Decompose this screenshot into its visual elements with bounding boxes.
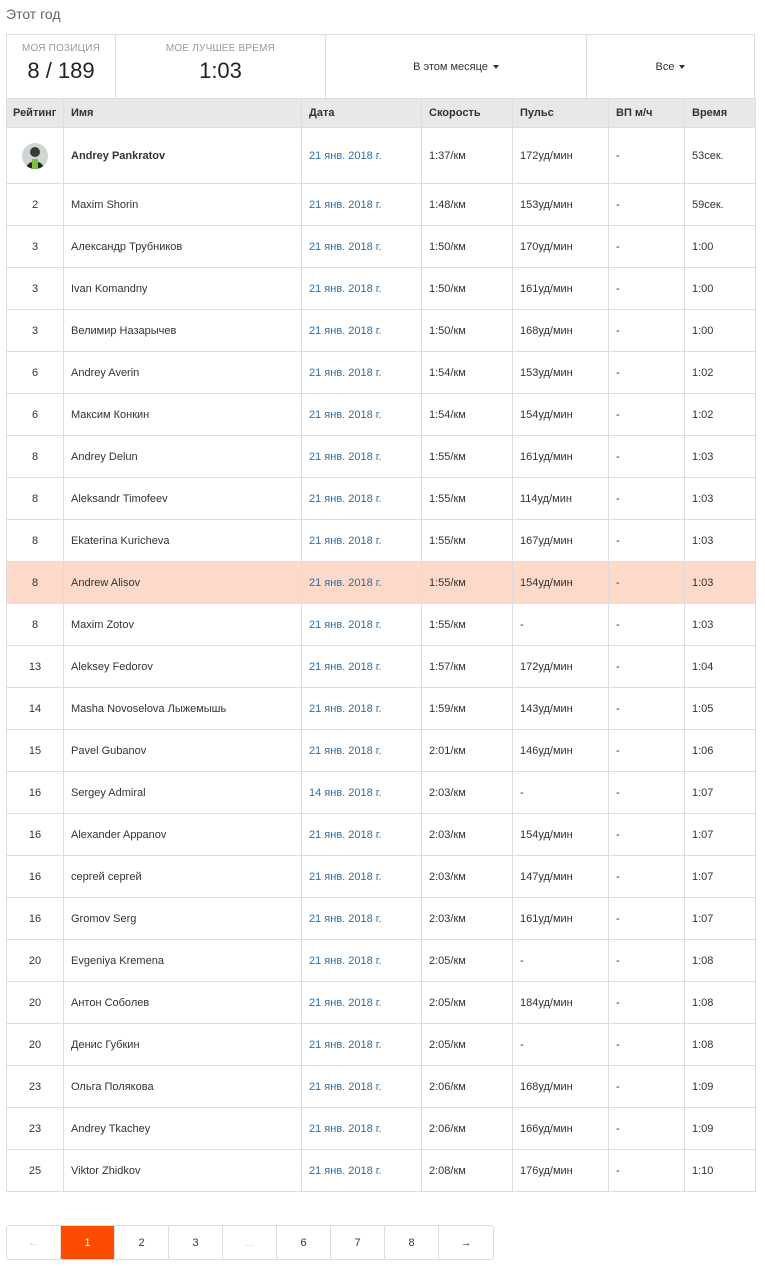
name-cell[interactable]: сергей сергей: [64, 856, 302, 898]
name-cell[interactable]: Максим Конкин: [64, 394, 302, 436]
vam-cell: -: [609, 688, 685, 730]
name-cell[interactable]: Andrey Averin: [64, 352, 302, 394]
name-cell[interactable]: Gromov Serg: [64, 898, 302, 940]
heart-rate-cell: 170уд/мин: [513, 226, 609, 268]
table-row[interactable]: [7, 1150, 756, 1192]
vam-cell: -: [609, 940, 685, 982]
date-link[interactable]: 21 янв. 2018 г.: [302, 478, 422, 520]
date-link[interactable]: 21 янв. 2018 г.: [302, 436, 422, 478]
heart-rate-cell: 153уд/мин: [513, 352, 609, 394]
vam-cell: -: [609, 478, 685, 520]
name-cell[interactable]: Aleksandr Timofeev: [64, 478, 302, 520]
leaderboard-table: [6, 98, 756, 1192]
table-row[interactable]: [7, 646, 756, 688]
my-position-value: 8 / 189: [27, 58, 95, 83]
speed-cell: 2:01/км: [422, 730, 513, 772]
name-cell[interactable]: Денис Губкин: [64, 1024, 302, 1066]
speed-cell: 2:03/км: [422, 898, 513, 940]
heart-rate-cell: 114уд/мин: [513, 478, 609, 520]
name-cell[interactable]: Andrew Alisov: [64, 562, 302, 604]
speed-cell: 2:05/км: [422, 982, 513, 1024]
heart-rate-cell: 154уд/мин: [513, 562, 609, 604]
best-time-label: МОЕ ЛУЧШЕЕ ВРЕМЯ: [165, 43, 276, 54]
time-cell: 1:00: [685, 310, 756, 352]
heart-rate-cell: -: [513, 940, 609, 982]
date-link[interactable]: 21 янв. 2018 г.: [302, 310, 422, 352]
time-cell: 1:07: [685, 856, 756, 898]
vam-cell: -: [609, 520, 685, 562]
group-filter-dropdown[interactable]: [587, 35, 754, 98]
date-link[interactable]: 21 янв. 2018 г.: [302, 1150, 422, 1192]
vam-cell: -: [609, 436, 685, 478]
table-row[interactable]: [7, 814, 756, 856]
name-cell[interactable]: Aleksey Fedorov: [64, 646, 302, 688]
heart-rate-cell: 154уд/мин: [513, 394, 609, 436]
speed-cell: 2:05/км: [422, 940, 513, 982]
name-cell[interactable]: Ольга Полякова: [64, 1066, 302, 1108]
vam-cell: -: [609, 1066, 685, 1108]
date-link[interactable]: 21 янв. 2018 г.: [302, 128, 422, 184]
name-cell[interactable]: Andrey Delun: [64, 436, 302, 478]
vam-cell: -: [609, 604, 685, 646]
best-time-stat: [116, 35, 326, 98]
date-link[interactable]: 21 янв. 2018 г.: [302, 1024, 422, 1066]
period-filter-dropdown[interactable]: [326, 35, 587, 98]
time-cell: 1:02: [685, 352, 756, 394]
speed-cell: 1:55/км: [422, 562, 513, 604]
chevron-down-icon: [493, 65, 499, 69]
speed-cell: 1:55/км: [422, 520, 513, 562]
time-cell: 59сек.: [685, 184, 756, 226]
name-cell[interactable]: Masha Novoselova Лыжемышь: [64, 688, 302, 730]
table-row[interactable]: [7, 1024, 756, 1066]
time-cell: 1:00: [685, 226, 756, 268]
heart-rate-cell: -: [513, 604, 609, 646]
date-link[interactable]: 21 янв. 2018 г.: [302, 604, 422, 646]
name-cell[interactable]: Велимир Назарычев: [64, 310, 302, 352]
time-cell: 1:04: [685, 646, 756, 688]
page-button-1[interactable]: 1: [61, 1226, 115, 1259]
name-cell[interactable]: Антон Соболев: [64, 982, 302, 1024]
date-link[interactable]: 21 янв. 2018 г.: [302, 982, 422, 1024]
table-row[interactable]: [7, 982, 756, 1024]
time-cell: 1:09: [685, 1108, 756, 1150]
vam-cell: -: [609, 1024, 685, 1066]
table-row[interactable]: [7, 268, 756, 310]
date-link[interactable]: 21 янв. 2018 г.: [302, 688, 422, 730]
date-link[interactable]: 21 янв. 2018 г.: [302, 940, 422, 982]
heart-rate-cell: -: [513, 1024, 609, 1066]
header-speed[interactable]: Скорость: [422, 99, 513, 128]
date-link[interactable]: 21 янв. 2018 г.: [302, 1066, 422, 1108]
page-button-7[interactable]: 7: [331, 1226, 385, 1259]
name-cell[interactable]: Andrey Pankratov: [64, 128, 302, 184]
time-cell: 53сек.: [685, 128, 756, 184]
vam-cell: -: [609, 562, 685, 604]
date-link[interactable]: 21 янв. 2018 г.: [302, 856, 422, 898]
rank-cell: 14: [7, 688, 64, 730]
table-row[interactable]: [7, 520, 756, 562]
vam-cell: -: [609, 128, 685, 184]
time-cell: 1:00: [685, 268, 756, 310]
time-cell: 1:03: [685, 604, 756, 646]
rank-cell: 6: [7, 394, 64, 436]
time-cell: 1:06: [685, 730, 756, 772]
time-cell: 1:03: [685, 436, 756, 478]
heart-rate-cell: 146уд/мин: [513, 730, 609, 772]
pagination: [6, 1225, 494, 1260]
heart-rate-cell: 184уд/мин: [513, 982, 609, 1024]
table-row[interactable]: [7, 772, 756, 814]
rank-cell: 3: [7, 268, 64, 310]
table-row[interactable]: [7, 562, 756, 604]
vam-cell: -: [609, 730, 685, 772]
heart-rate-cell: 153уд/мин: [513, 184, 609, 226]
period-filter-label: В этом месяце: [413, 60, 488, 73]
rank-cell: 23: [7, 1066, 64, 1108]
heart-rate-cell: -: [513, 772, 609, 814]
heart-rate-cell: 147уд/мин: [513, 856, 609, 898]
heart-rate-cell: 176уд/мин: [513, 1150, 609, 1192]
rank-cell: 20: [7, 1024, 64, 1066]
time-cell: 1:03: [685, 562, 756, 604]
rank-cell: 8: [7, 478, 64, 520]
heart-rate-cell: 172уд/мин: [513, 646, 609, 688]
time-cell: 1:10: [685, 1150, 756, 1192]
rank-cell: 3: [7, 226, 64, 268]
speed-cell: 1:50/км: [422, 226, 513, 268]
speed-cell: 1:55/км: [422, 478, 513, 520]
date-link[interactable]: 21 янв. 2018 г.: [302, 352, 422, 394]
speed-cell: 1:50/км: [422, 268, 513, 310]
table-row[interactable]: [7, 604, 756, 646]
date-link[interactable]: 21 янв. 2018 г.: [302, 268, 422, 310]
name-cell[interactable]: Maxim Zotov: [64, 604, 302, 646]
rank-cell: 3: [7, 310, 64, 352]
heart-rate-cell: 161уд/мин: [513, 268, 609, 310]
vam-cell: -: [609, 814, 685, 856]
date-link[interactable]: 21 янв. 2018 г.: [302, 562, 422, 604]
header-name[interactable]: Имя: [64, 99, 302, 128]
speed-cell: 1:37/км: [422, 128, 513, 184]
speed-cell: 1:55/км: [422, 604, 513, 646]
name-cell[interactable]: Ivan Komandny: [64, 268, 302, 310]
time-cell: 1:08: [685, 982, 756, 1024]
time-cell: 1:03: [685, 520, 756, 562]
vam-cell: -: [609, 646, 685, 688]
rank-cell: 15: [7, 730, 64, 772]
rank-cell: 16: [7, 898, 64, 940]
rank-cell: 8: [7, 604, 64, 646]
table-row[interactable]: [7, 898, 756, 940]
header-time[interactable]: Время: [685, 99, 756, 128]
date-link[interactable]: 21 янв. 2018 г.: [302, 226, 422, 268]
date-link[interactable]: 21 янв. 2018 г.: [302, 646, 422, 688]
time-cell: 1:05: [685, 688, 756, 730]
heart-rate-cell: 168уд/мин: [513, 310, 609, 352]
name-cell[interactable]: Alexander Appanov: [64, 814, 302, 856]
speed-cell: 2:06/км: [422, 1108, 513, 1150]
date-link[interactable]: 21 янв. 2018 г.: [302, 898, 422, 940]
name-cell[interactable]: Andrey Tkachey: [64, 1108, 302, 1150]
table-row[interactable]: [7, 688, 756, 730]
heart-rate-cell: 161уд/мин: [513, 898, 609, 940]
name-cell[interactable]: Evgeniya Kremena: [64, 940, 302, 982]
rank-cell: 8: [7, 562, 64, 604]
name-cell[interactable]: Viktor Zhidkov: [64, 1150, 302, 1192]
speed-cell: 1:59/км: [422, 688, 513, 730]
time-cell: 1:07: [685, 772, 756, 814]
name-cell[interactable]: Sergey Admiral: [64, 772, 302, 814]
speed-cell: 2:05/км: [422, 1024, 513, 1066]
stats-bar: [6, 34, 755, 98]
page-button-6[interactable]: 6: [277, 1226, 331, 1259]
table-row[interactable]: [7, 352, 756, 394]
rank-cell: 8: [7, 436, 64, 478]
rank-cell: 16: [7, 814, 64, 856]
heart-rate-cell: 172уд/мин: [513, 128, 609, 184]
table-row[interactable]: [7, 730, 756, 772]
vam-cell: -: [609, 982, 685, 1024]
next-page-button[interactable]: →: [460, 1236, 472, 1249]
rank-cell: 20: [7, 940, 64, 982]
rank-cell: 23: [7, 1108, 64, 1150]
time-cell: 1:08: [685, 940, 756, 982]
speed-cell: 1:57/км: [422, 646, 513, 688]
vam-cell: -: [609, 226, 685, 268]
time-cell: 1:07: [685, 898, 756, 940]
vam-cell: -: [609, 1150, 685, 1192]
vam-cell: -: [609, 898, 685, 940]
table-header-row: [7, 99, 756, 128]
speed-cell: 2:03/км: [422, 856, 513, 898]
rank-cell: 16: [7, 856, 64, 898]
speed-cell: 1:55/км: [422, 436, 513, 478]
vam-cell: -: [609, 268, 685, 310]
time-cell: 1:09: [685, 1066, 756, 1108]
rank-cell: 2: [7, 184, 64, 226]
page-button-8[interactable]: 8: [385, 1226, 439, 1259]
section-title: Этот год: [6, 6, 61, 22]
prev-page-button[interactable]: ←: [7, 1226, 61, 1259]
page-ellipsis: ...: [223, 1226, 277, 1259]
table-row[interactable]: [7, 184, 756, 226]
date-link[interactable]: 21 янв. 2018 г.: [302, 520, 422, 562]
heart-rate-cell: 161уд/мин: [513, 436, 609, 478]
heart-rate-cell: 166уд/мин: [513, 1108, 609, 1150]
header-heart-rate[interactable]: Пульс: [513, 99, 609, 128]
heart-rate-cell: 167уд/мин: [513, 520, 609, 562]
rank-cell: 25: [7, 1150, 64, 1192]
group-filter-label: Все: [655, 60, 675, 73]
vam-cell: -: [609, 856, 685, 898]
speed-cell: 1:54/км: [422, 394, 513, 436]
my-position-stat: [7, 35, 116, 98]
date-link[interactable]: 21 янв. 2018 г.: [302, 1108, 422, 1150]
name-cell[interactable]: Maxim Shorin: [64, 184, 302, 226]
rank-cell: 8: [7, 520, 64, 562]
speed-cell: 1:48/км: [422, 184, 513, 226]
best-time-value: 1:03: [199, 58, 242, 83]
heart-rate-cell: 168уд/мин: [513, 1066, 609, 1108]
rank-cell: 6: [7, 352, 64, 394]
chevron-down-icon: [679, 65, 685, 69]
my-position-label: МОЯ ПОЗИЦИЯ: [21, 43, 101, 54]
table-row[interactable]: [7, 394, 756, 436]
name-cell[interactable]: Ekaterina Kuricheva: [64, 520, 302, 562]
speed-cell: 2:03/км: [422, 814, 513, 856]
date-link[interactable]: 14 янв. 2018 г.: [302, 772, 422, 814]
name-cell[interactable]: Pavel Gubanov: [64, 730, 302, 772]
vam-cell: -: [609, 772, 685, 814]
table-row[interactable]: [7, 1066, 756, 1108]
table-row[interactable]: [7, 856, 756, 898]
rank-cell: 16: [7, 772, 64, 814]
time-cell: 1:02: [685, 394, 756, 436]
speed-cell: 2:06/км: [422, 1066, 513, 1108]
rank-cell: 20: [7, 982, 64, 1024]
time-cell: 1:08: [685, 1024, 756, 1066]
table-row[interactable]: [7, 310, 756, 352]
time-cell: 1:03: [685, 478, 756, 520]
header-date[interactable]: Дата: [302, 99, 422, 128]
table-row[interactable]: [7, 436, 756, 478]
table-row[interactable]: [7, 226, 756, 268]
date-link[interactable]: 21 янв. 2018 г.: [302, 184, 422, 226]
speed-cell: 1:50/км: [422, 310, 513, 352]
avatar[interactable]: [22, 143, 48, 169]
speed-cell: 2:03/км: [422, 772, 513, 814]
rank-cell: 13: [7, 646, 64, 688]
table-row[interactable]: [7, 128, 756, 184]
heart-rate-cell: 143уд/мин: [513, 688, 609, 730]
date-link[interactable]: 21 янв. 2018 г.: [302, 730, 422, 772]
table-row[interactable]: [7, 478, 756, 520]
speed-cell: 2:08/км: [422, 1150, 513, 1192]
rank-cell: [7, 128, 64, 184]
page-button-3[interactable]: 3: [169, 1226, 223, 1259]
vam-cell: -: [609, 310, 685, 352]
vam-cell: -: [609, 184, 685, 226]
table-row[interactable]: [7, 1108, 756, 1150]
date-link[interactable]: 21 янв. 2018 г.: [302, 814, 422, 856]
time-cell: 1:07: [685, 814, 756, 856]
speed-cell: 1:54/км: [422, 352, 513, 394]
vam-cell: -: [609, 1108, 685, 1150]
page-button-2[interactable]: 2: [115, 1226, 169, 1259]
vam-cell: -: [609, 352, 685, 394]
header-rank[interactable]: Рейтинг: [7, 99, 64, 128]
name-cell[interactable]: Александр Трубников: [64, 226, 302, 268]
date-link[interactable]: 21 янв. 2018 г.: [302, 394, 422, 436]
heart-rate-cell: 154уд/мин: [513, 814, 609, 856]
vam-cell: -: [609, 394, 685, 436]
header-vam[interactable]: ВП м/ч: [609, 99, 685, 128]
table-row[interactable]: [7, 940, 756, 982]
